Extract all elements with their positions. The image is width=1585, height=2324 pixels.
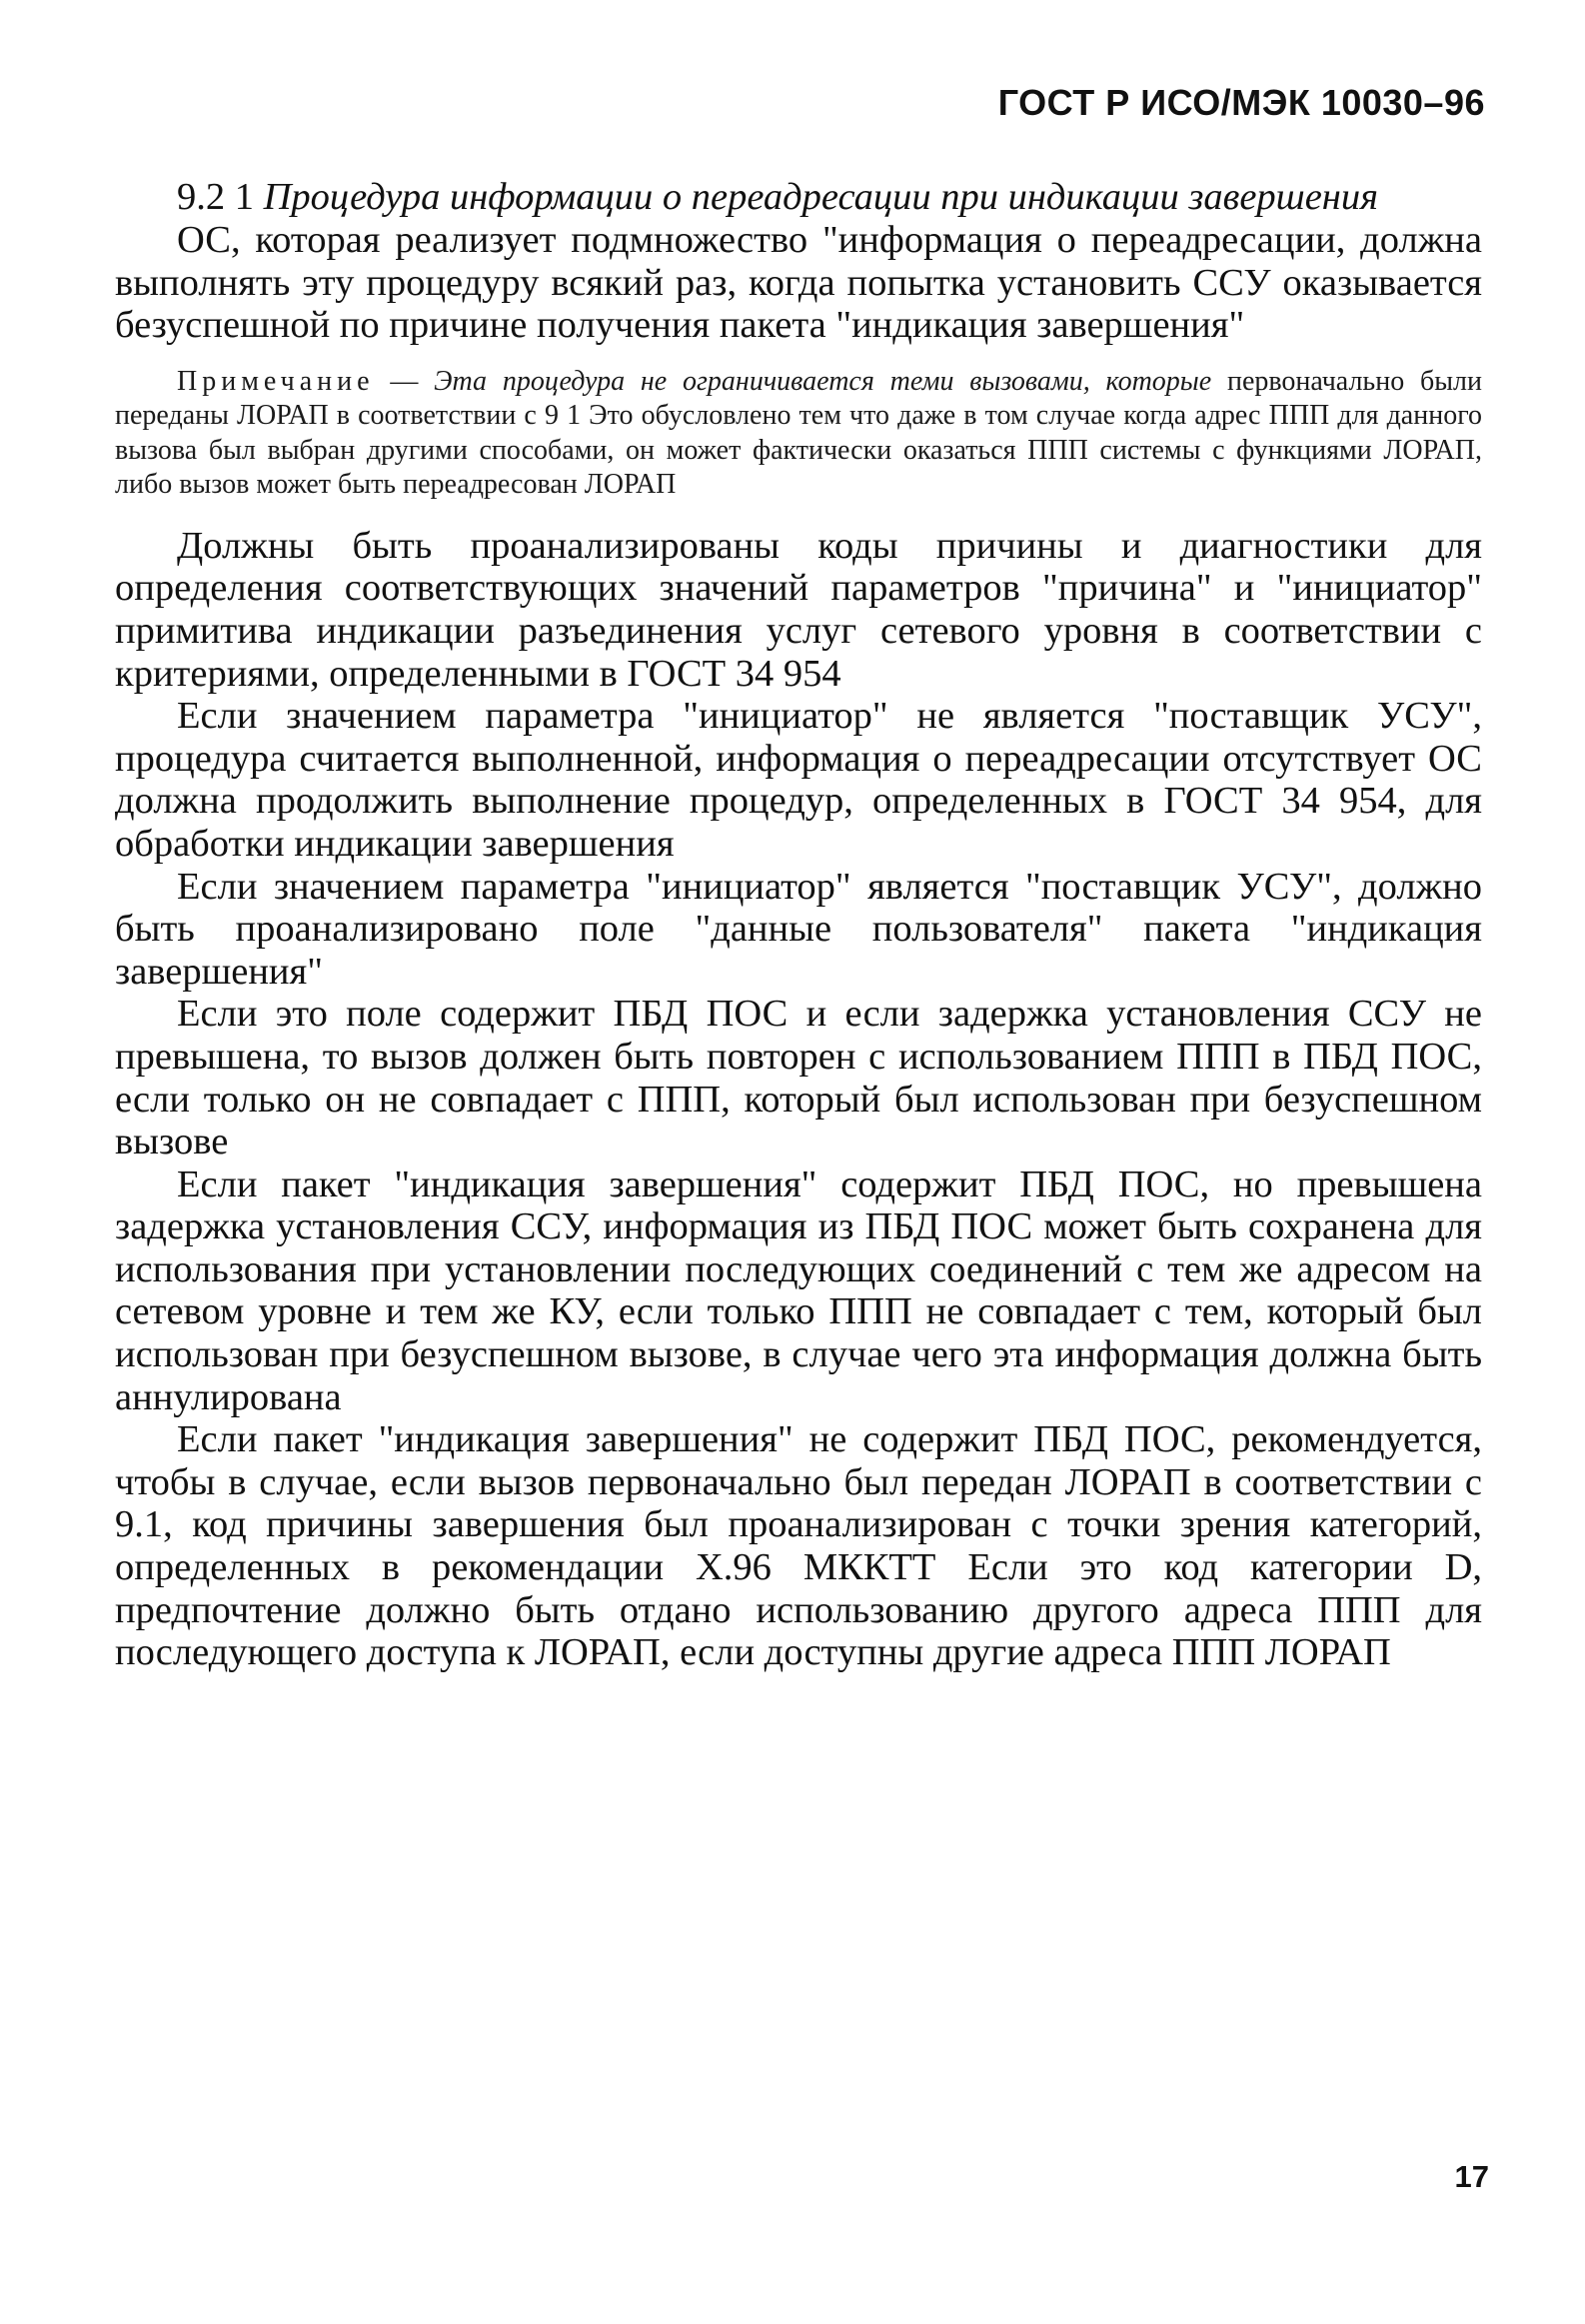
paragraph-initiator-provider: Если значением параметра "инициатор" является "поставщик УСУ", должно быть проанализировано поле "данные пользователя" пакета "индикация завершения" xyxy=(115,865,1482,993)
note-block xyxy=(115,365,1482,503)
page-content xyxy=(115,176,1482,1674)
note-dash: — xyxy=(374,365,435,397)
paragraph-intro: ОС, которая реализует подмножество "информация о переадресации, должна выполнять эту процедуру всякий раз, когда попытка установить ССУ оказывается безуспешной по причине получения пакета "индикация завершения" xyxy=(115,219,1482,347)
note-label: Примечание xyxy=(177,365,375,397)
page-number: 17 xyxy=(1454,2159,1489,2194)
note-emphasis: Эта процедура не ограничивается теми вызовами, которые xyxy=(434,365,1212,397)
section-heading xyxy=(115,176,1482,219)
section-title: Процедура информации о переадресации при индикации завершения xyxy=(263,176,1379,218)
section-number: 9.2 1 xyxy=(177,176,254,218)
paragraph-field-contains-pbd: Если это поле содержит ПБД ПОС и если задержка установления ССУ не превышена, то вызов должен быть повторен с использованием ППП в ПБД ПОС, если только он не совпадает с ППП, который был использован при безуспешном вызове xyxy=(115,993,1482,1163)
note-text: первоначально были переданы ЛОРАП в соответствии с 9 1 Это обусловлено тем что даже в том случае когда адрес ППП для данного вызова был выбран другими способами, он может фактически оказаться ППП системы с функциями ЛОРАП, либо вызов может быть переадресован ЛОРАП xyxy=(115,365,1482,501)
paragraph-delay-exceeded: Если пакет "индикация завершения" содержит ПБД ПОС, но превышена задержка установления ССУ, информация из ПБД ПОС может быть сохранена для использования при установлении последующих соединений с тем же адресом на сетевом уровне и тем же КУ, если только ППП не совпадает с тем, который был использован при безуспешном вызове, в случае чего эта информация должна быть аннулирована xyxy=(115,1162,1482,1418)
paragraph-codes-analysis: Должны быть проанализированы коды причины и диагностики для определения соответствующих значений параметров "причина" и "инициатор" примитива индикации разъединения услуг сетевого уровня в соответствии с критериями, определенными в ГОСТ 34 954 xyxy=(115,524,1482,695)
document-header: ГОСТ Р ИСО/МЭК 10030–96 xyxy=(997,82,1485,123)
paragraph-initiator-not-provider: Если значением параметра "инициатор" не является "поставщик УСУ", процедура считается выполненной, информация о переадресации отсутствует ОС должна продолжить выполнение процедур, определенных в ГОСТ 34 954, для обработки индикации завершения xyxy=(115,695,1482,865)
paragraph-no-pbd: Если пакет "индикация завершения" не содержит ПБД ПОС, рекомендуется, чтобы в случае, если вызов первоначально был передан ЛОРАП в соответствии с 9.1, код причины завершения был проанализирован с точки зрения категорий, определенных в рекомендации X.96 МККТТ Если это код категории D, предпочтение должно быть отдано использованию другого адреса ППП для последующего доступа к ЛОРАП, если доступны другие адреса ППП ЛОРАП xyxy=(115,1418,1482,1674)
